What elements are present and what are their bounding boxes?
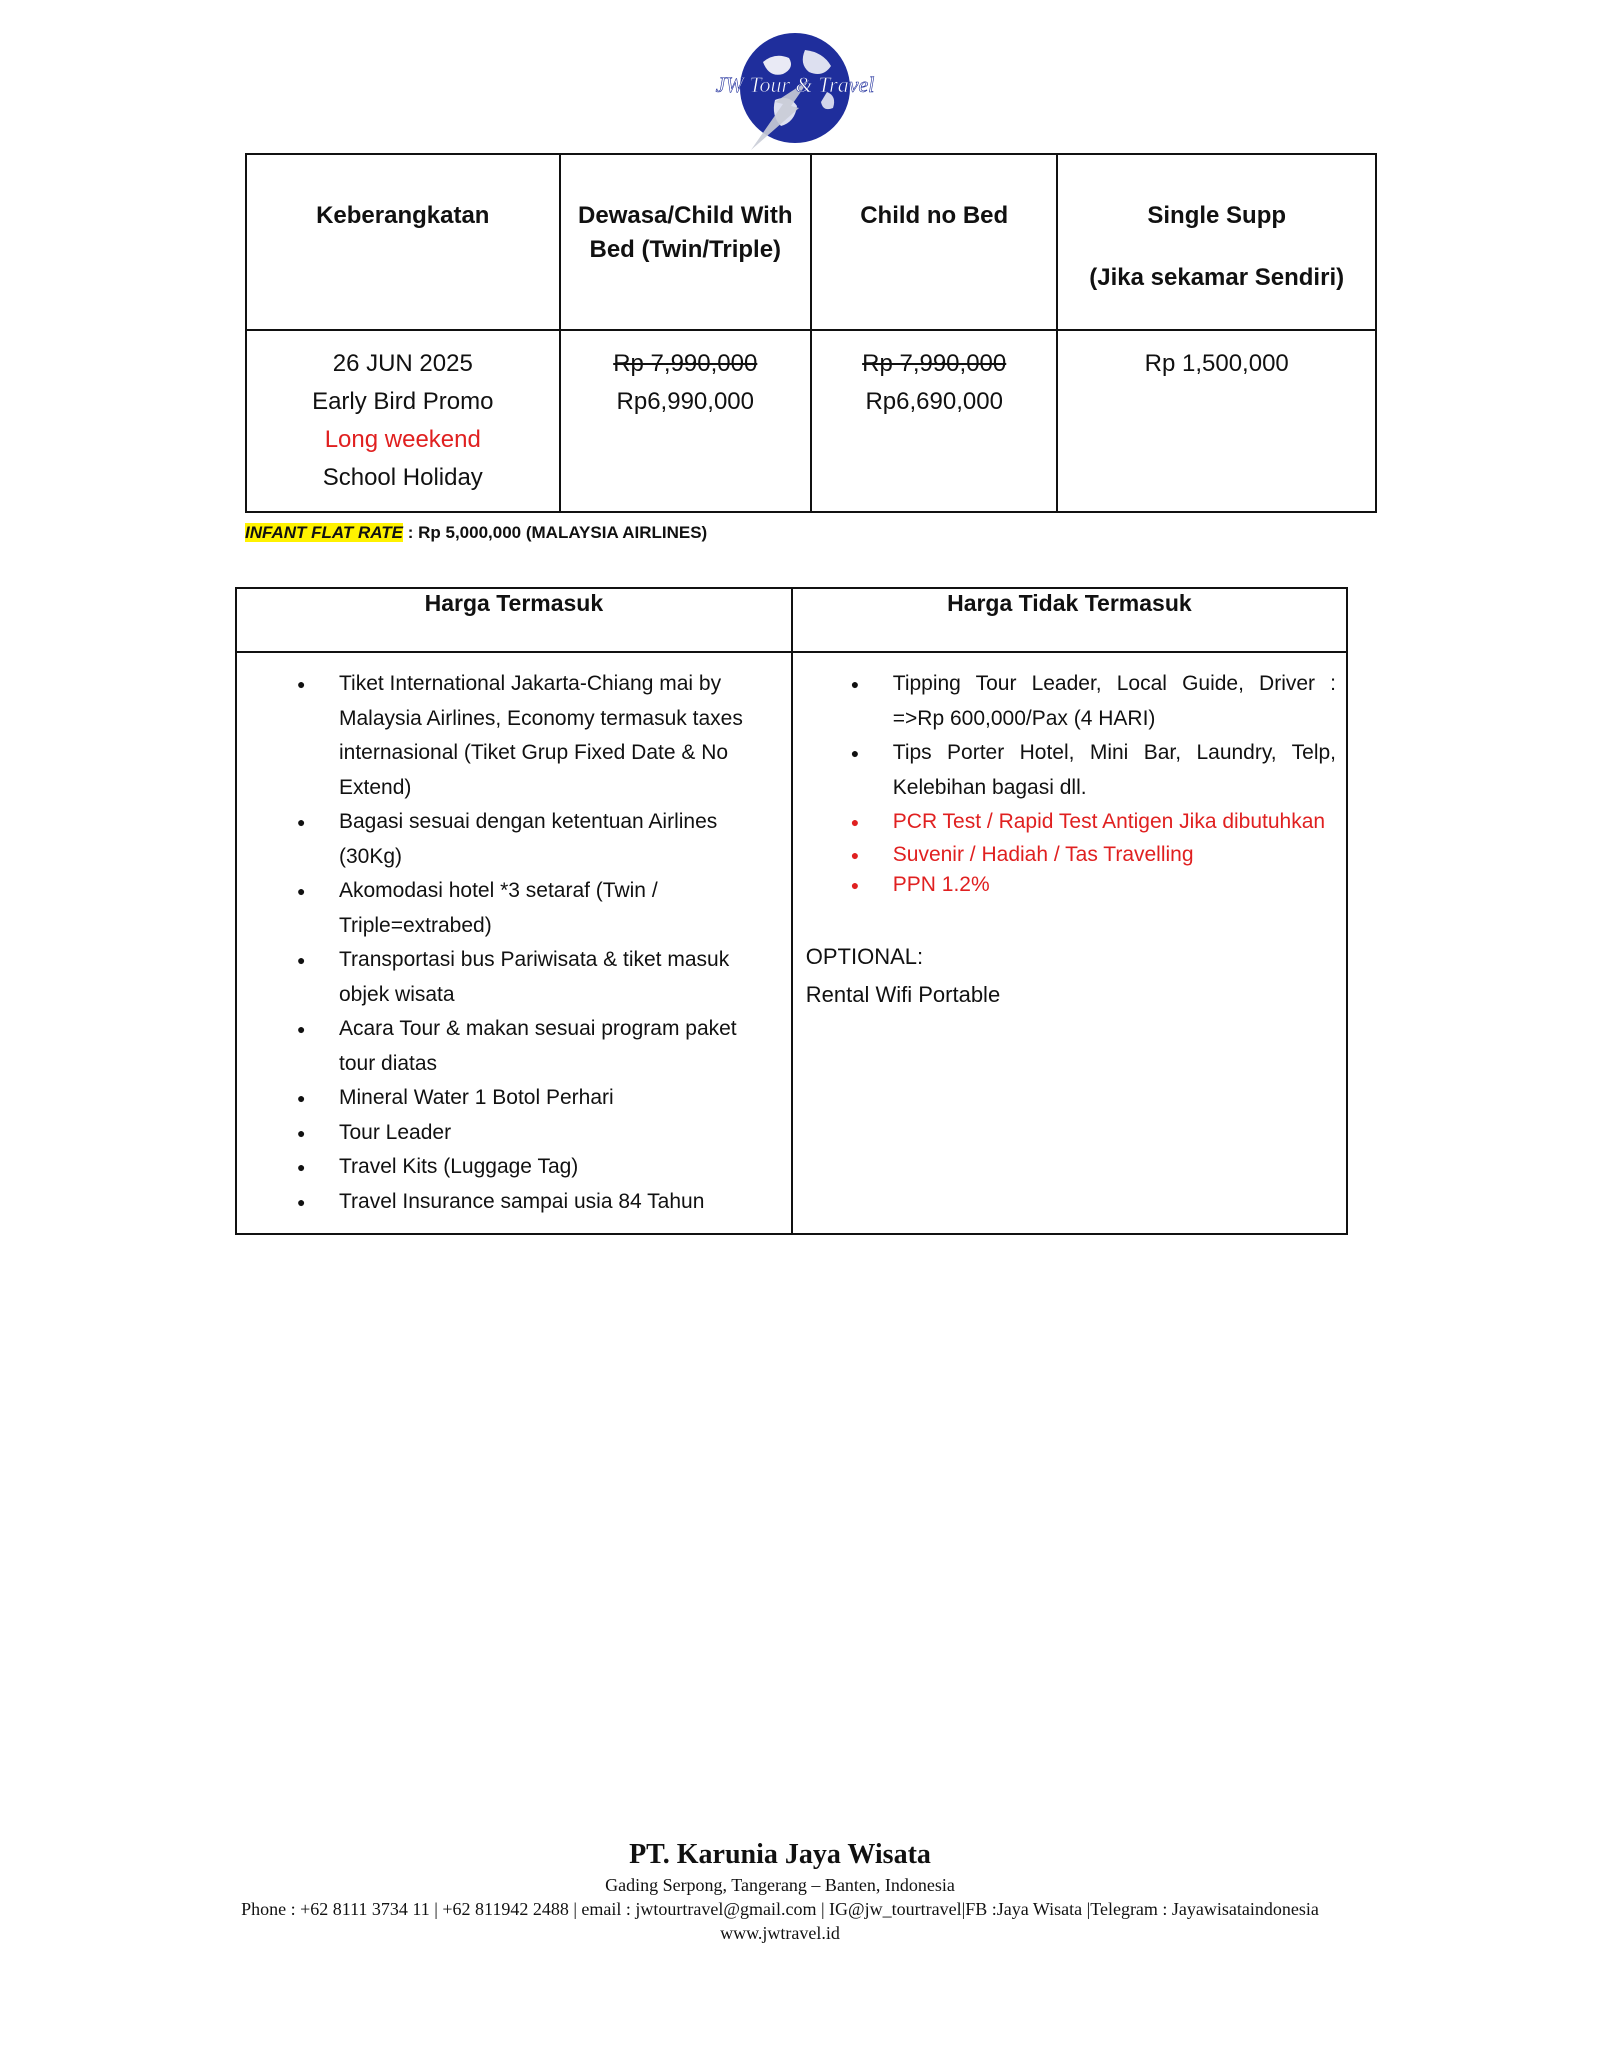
excludes-list — [793, 667, 1346, 900]
optional-section — [793, 938, 1346, 1014]
inclusions-table — [235, 587, 1348, 1235]
list-item: ● Tiket International Jakarta-Chiang mai by Malaysia Airlines, Economy termasuk taxes internasional (Tiket Grup Fixed Date & No Extend) — [237, 667, 791, 805]
includes-cell — [236, 652, 792, 1234]
price-table-header — [246, 154, 1376, 330]
excludes-cell — [792, 652, 1347, 1234]
child-new-price: Rp6,690,000 — [865, 388, 1003, 415]
optional-item: Rental Wifi Portable — [805, 981, 1001, 1007]
svg-text:JW Tour & Travel: JW Tour & Travel — [715, 72, 875, 97]
child-old-price: Rp 7,990,000 — [862, 350, 1007, 377]
includes-list — [237, 667, 791, 1219]
single-supp-price: Rp 1,500,000 — [1144, 350, 1289, 377]
header-single-supp: Single Supp (Jika sekamar Sendiri) — [1057, 154, 1376, 330]
list-item: ● Travel Kits (Luggage Tag) — [237, 1150, 791, 1185]
long-weekend-label: Long weekend — [324, 426, 481, 453]
adult-new-price: Rp6,990,000 — [616, 388, 754, 415]
list-item: ● Transportasi bus Pariwisata & tiket masuk objek wisata — [237, 943, 791, 1012]
footer — [0, 1837, 1560, 1945]
header-adult: Dewasa/Child With Bed (Twin/Triple) — [560, 154, 811, 330]
company-name: PT. Karunia Jaya Wisata — [629, 1839, 931, 1870]
infant-rate-label: INFANT FLAT RATE — [245, 523, 404, 542]
list-item: ● Akomodasi hotel *3 setaraf (Twin / Triple=extrabed) — [237, 874, 791, 943]
departure-date: 26 JUN 2025 — [332, 350, 473, 377]
header-child-no-bed: Child no Bed — [811, 154, 1057, 330]
infant-rate-note — [245, 523, 707, 543]
company-contact: Phone : +62 8111 3734 11 | +62 811942 2488 | email : jwtourtravel@gmail.com | IG@jw_tourtravel|FB :Jaya Wisata |Telegram : Jayawisataindonesia — [241, 1899, 1319, 1919]
company-logo — [705, 22, 885, 152]
adult-price-cell — [560, 330, 811, 512]
list-item: ● Bagasi sesuai dengan ketentuan Airlines (30Kg) — [237, 805, 791, 874]
company-website: www.jwtravel.id — [720, 1923, 840, 1943]
list-item: ● Suvenir / Hadiah / Tas Travelling — [793, 840, 1346, 870]
single-supp-cell — [1057, 330, 1376, 512]
child-price-cell — [811, 330, 1057, 512]
school-holiday-label: School Holiday — [322, 464, 483, 491]
list-item: ● Acara Tour & makan sesuai program paket tour diatas — [237, 1012, 791, 1081]
list-item: ● Tipping Tour Leader, Local Guide, Driver : =>Rp 600,000/Pax (4 HARI) — [793, 667, 1346, 736]
list-item: ● Tour Leader — [237, 1116, 791, 1151]
includes-title: Harga Termasuk — [236, 588, 792, 652]
optional-label: OPTIONAL: — [805, 943, 924, 969]
list-item: ● Travel Insurance sampai usia 84 Tahun — [237, 1185, 791, 1220]
promo-label: Early Bird Promo — [312, 388, 494, 415]
list-item: ● Mineral Water 1 Botol Perhari — [237, 1081, 791, 1116]
infant-rate-value: : Rp 5,000,000 (MALAYSIA AIRLINES) — [403, 523, 708, 542]
list-item: ● PPN 1.2% — [793, 870, 1346, 900]
excludes-title: Harga Tidak Termasuk — [792, 588, 1347, 652]
company-address: Gading Serpong, Tangerang – Banten, Indonesia — [605, 1875, 955, 1895]
price-table-row — [246, 330, 1376, 512]
departure-cell — [246, 330, 560, 512]
list-item: ● Tips Porter Hotel, Mini Bar, Laundry, Telp, Kelebihan bagasi dll. — [793, 736, 1346, 805]
price-table — [245, 153, 1377, 513]
header-departure: Keberangkatan — [246, 154, 560, 330]
adult-old-price: Rp 7,990,000 — [613, 350, 758, 377]
list-item: ● PCR Test / Rapid Test Antigen Jika dibutuhkan — [793, 805, 1346, 840]
